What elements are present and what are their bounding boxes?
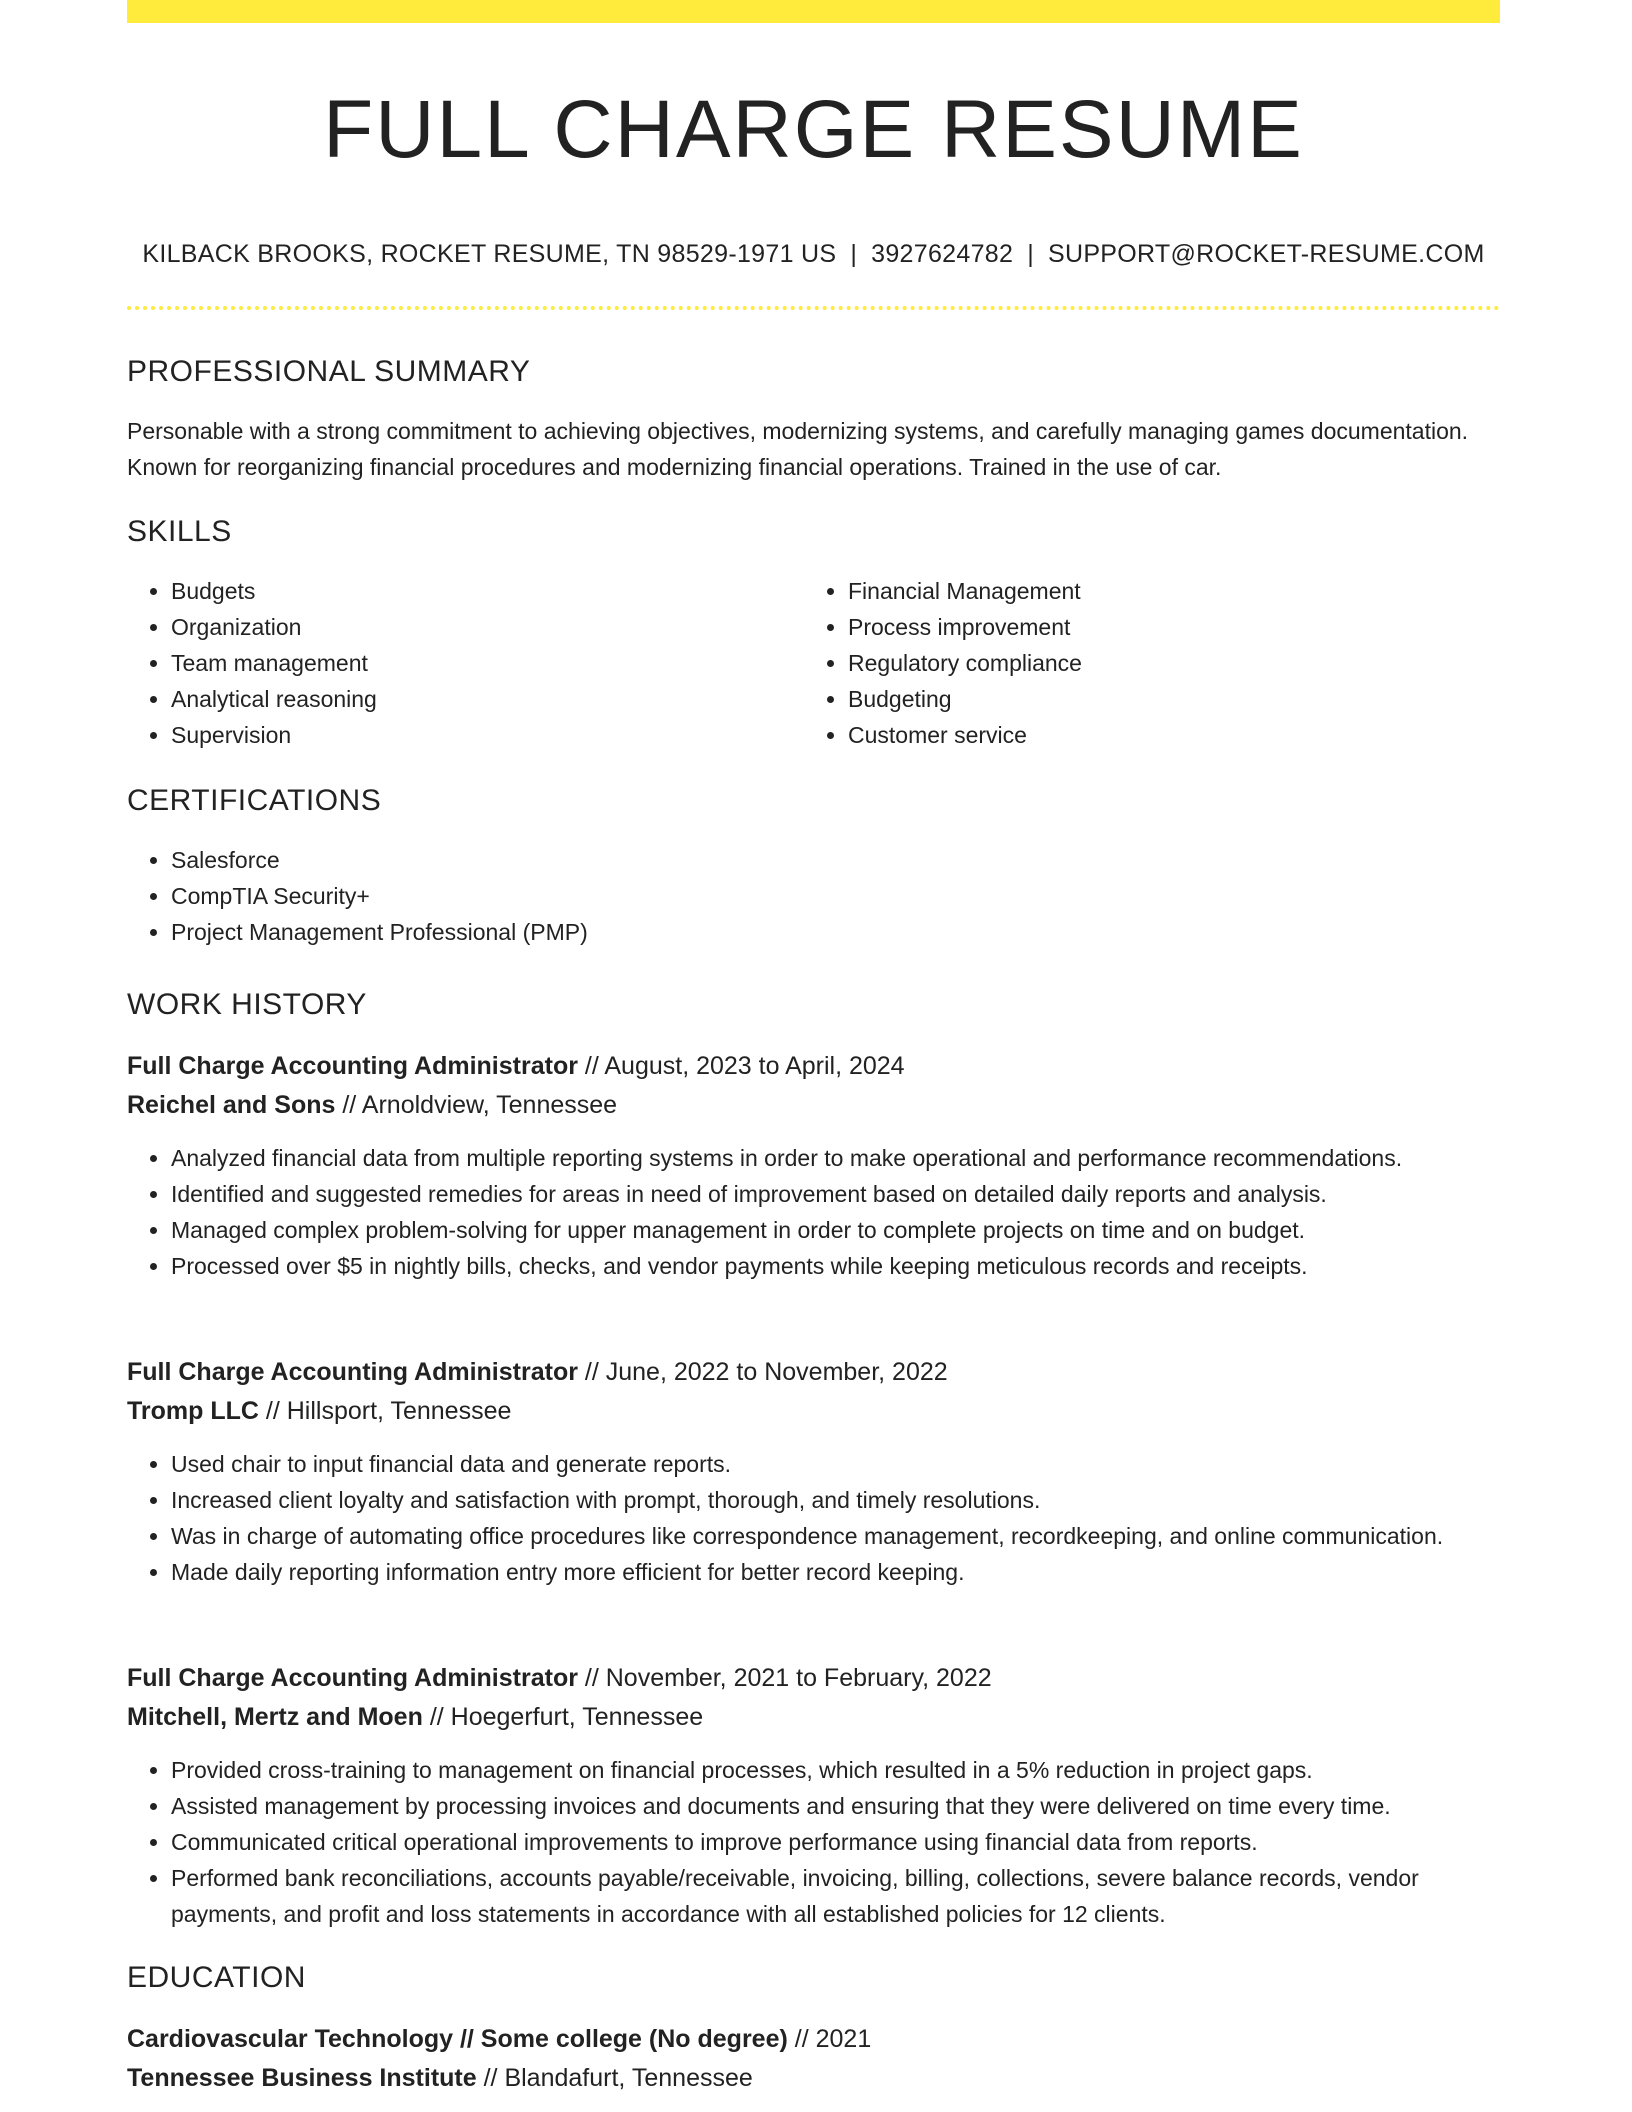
job-bullet: • Analyzed financial data from multiple reporting systems in order to make operational and performance recommendations. <box>171 1140 1501 1176</box>
education-school: Tennessee Business Institute <box>127 2064 477 2092</box>
job-dates: // June, 2022 to November, 2022 <box>584 1358 948 1386</box>
certification-item: • Project Management Professional (PMP) <box>171 914 1471 950</box>
certifications-heading: CERTIFICATIONS <box>127 784 382 817</box>
summary-heading: PROFESSIONAL SUMMARY <box>127 355 531 388</box>
job-title: Full Charge Accounting Administrator <box>127 1052 578 1080</box>
job-company: Reichel and Sons <box>127 1091 336 1119</box>
job-dates: // August, 2023 to April, 2024 <box>584 1052 905 1080</box>
accent-bar <box>127 0 1500 23</box>
education-degree-line <box>127 2020 871 2058</box>
job-dates: // November, 2021 to February, 2022 <box>584 1664 992 1692</box>
job-bullet: • Identified and suggested remedies for areas in need of improvement based on detailed daily reports and analysis. <box>171 1176 1501 1212</box>
job-bullet: • Communicated critical operational improvements to improve performance using financial data from reports. <box>171 1824 1500 1860</box>
resume-name: FULL CHARGE RESUME <box>323 84 1304 175</box>
skill-item: • Financial Management <box>848 573 1448 609</box>
job-bullets <box>127 1752 1500 1932</box>
skill-item: • Team management <box>171 645 771 681</box>
summary-text: Personable with a strong commitment to achieving objectives, modernizing systems, and carefully managing games documentation. Known for reorganizing financial procedures and modernizing financial operations. Trained in the use of car. <box>127 418 1469 480</box>
job-location: // Hillsport, Tennessee <box>265 1397 512 1425</box>
job-company: Mitchell, Mertz and Moen <box>127 1703 423 1731</box>
job-bullet: • Used chair to input financial data and generate reports. <box>171 1446 1471 1482</box>
skills-list-right <box>804 573 1448 753</box>
contact-separator: | <box>850 240 858 268</box>
job-title-line <box>127 1353 948 1391</box>
certifications-list <box>127 842 1471 950</box>
skill-item: • Customer service <box>848 717 1448 753</box>
skill-item: • Organization <box>171 609 771 645</box>
job-bullet: • Increased client loyalty and satisfaction with prompt, thorough, and timely resolutions. <box>171 1482 1471 1518</box>
job-title-line <box>127 1659 992 1697</box>
job-company-line <box>127 1698 703 1736</box>
work-history-heading: WORK HISTORY <box>127 988 367 1021</box>
education-school-line <box>127 2059 753 2097</box>
job-bullet: • Managed complex problem-solving for upper management in order to complete projects on time and on budget. <box>171 1212 1501 1248</box>
job-bullet: • Was in charge of automating office procedures like correspondence management, recordkeeping, and online communication. <box>171 1518 1471 1554</box>
contact-separator: | <box>1027 240 1034 268</box>
certification-item: • Salesforce <box>171 842 1471 878</box>
job-bullet: • Performed bank reconciliations, accounts payable/receivable, invoicing, billing, collections, severe balance records, vendor payments, and profit and loss statements in accordance with all established policies for 12 clients. <box>171 1860 1500 1932</box>
skills-heading: SKILLS <box>127 515 232 548</box>
skill-item: • Budgets <box>171 573 771 609</box>
contact-address: KILBACK BROOKS, ROCKET RESUME, TN 98529-1971 US <box>142 240 837 268</box>
job-location: // Hoegerfurt, Tennessee <box>429 1703 704 1731</box>
job-bullets <box>127 1140 1501 1284</box>
skill-item: • Supervision <box>171 717 771 753</box>
contact-email: SUPPORT@ROCKET-RESUME.COM <box>1047 240 1485 268</box>
job-title: Full Charge Accounting Administrator <box>127 1664 578 1692</box>
skill-item: • Regulatory compliance <box>848 645 1448 681</box>
job-location: // Arnoldview, Tennessee <box>342 1091 618 1119</box>
job-title: Full Charge Accounting Administrator <box>127 1358 578 1386</box>
job-company-line <box>127 1086 617 1124</box>
skills-list-left <box>127 573 771 753</box>
job-title-line <box>127 1047 905 1085</box>
education-heading: EDUCATION <box>127 1961 306 1994</box>
education-year: // 2021 <box>794 2025 872 2053</box>
education-degree: Cardiovascular Technology // Some college (No degree) <box>127 2025 788 2053</box>
job-company: Tromp LLC <box>127 1397 259 1425</box>
certification-item: • CompTIA Security+ <box>171 878 1471 914</box>
contact-line <box>127 236 1500 272</box>
job-bullet: • Assisted management by processing invoices and documents and ensuring that they were delivered on time every time. <box>171 1788 1500 1824</box>
job-bullet: • Processed over $5 in nightly bills, checks, and vendor payments while keeping meticulous records and receipts. <box>171 1248 1501 1284</box>
education-location: // Blandafurt, Tennessee <box>483 2064 753 2092</box>
job-bullets <box>127 1446 1471 1590</box>
skill-item: • Budgeting <box>848 681 1448 717</box>
skill-item: • Process improvement <box>848 609 1448 645</box>
job-company-line <box>127 1392 511 1430</box>
contact-phone: 3927624782 <box>871 240 1014 268</box>
skill-item: • Analytical reasoning <box>171 681 771 717</box>
job-bullet: • Made daily reporting information entry more efficient for better record keeping. <box>171 1554 1471 1590</box>
dotted-divider <box>127 306 1500 310</box>
job-bullet: • Provided cross-training to management on financial processes, which resulted in a 5% reduction in project gaps. <box>171 1752 1500 1788</box>
